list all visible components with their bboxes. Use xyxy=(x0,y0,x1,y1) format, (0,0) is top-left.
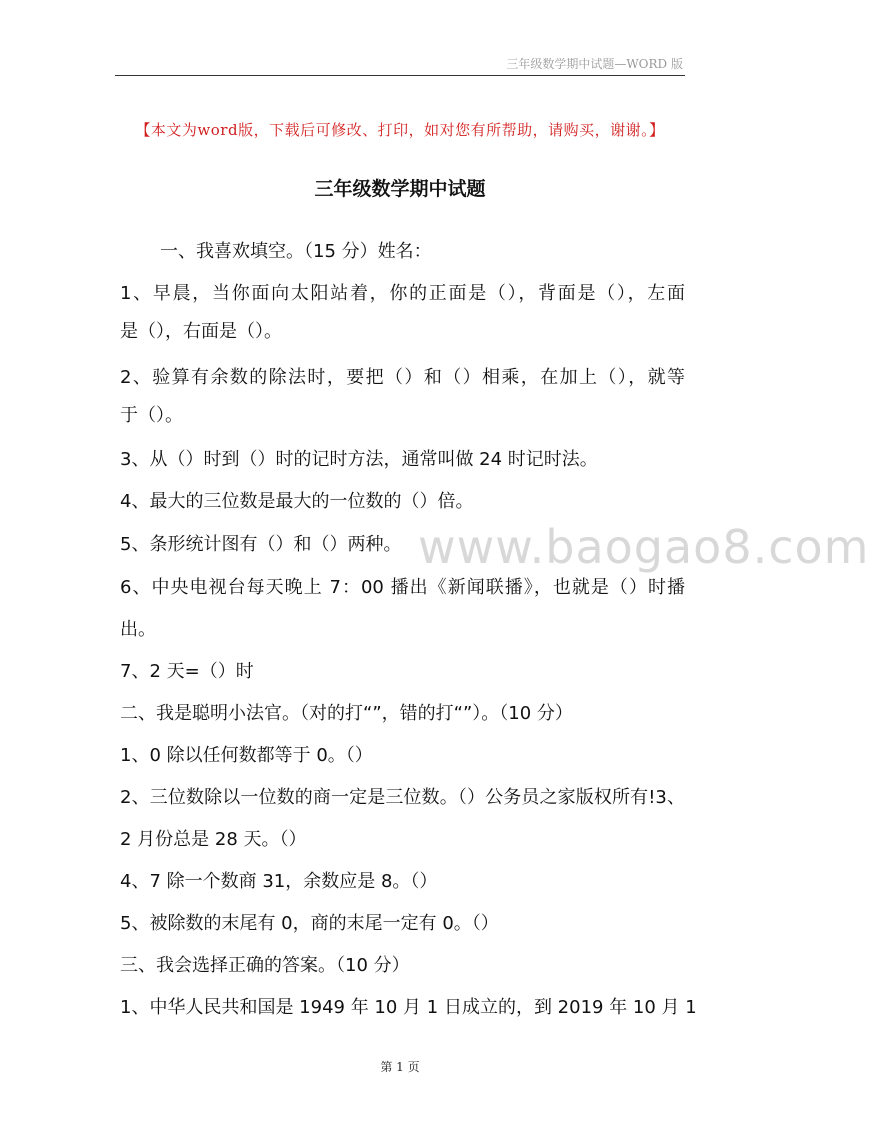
text-line: 1、中华人民共和国是 1949 年 10 月 1 日成立的，到 2019 年 10 月 1 xyxy=(120,997,697,1018)
text-line: 4、7 除一个数商 31，余数应是 8。（） xyxy=(120,871,438,892)
header-divider xyxy=(115,75,685,76)
text-line: 是（），右面是（）。 xyxy=(120,321,282,342)
page-title: 三年级数学期中试题 xyxy=(314,178,486,200)
text-line: 4、最大的三位数是最大的一位数的（）倍。 xyxy=(120,491,474,512)
text-line: 于（）。 xyxy=(120,405,183,426)
purchase-notice: 【本文为word版，下载后可修改、打印，如对您有所帮助，请购买，谢谢。】 xyxy=(135,121,665,139)
text-line: 5、被除数的末尾有 0，商的末尾一定有 0。（） xyxy=(120,913,499,934)
text-line: 7、2 天=（）时 xyxy=(120,661,254,682)
text-line: 1、早晨，当你面向太阳站着，你的正面是（），背面是（），左面 xyxy=(120,283,685,304)
section-heading-1: 一、我喜欢填空。（15 分）姓名： xyxy=(160,241,432,262)
text-line: 6、中央电视台每天晚上 7：00 播出《新闻联播》，也就是（）时播 xyxy=(120,577,685,598)
section-heading-3: 三、我会选择正确的答案。（10 分） xyxy=(120,955,410,976)
section-heading-2: 二、我是聪明小法官。（对的打“”，错的打“”）。（10 分） xyxy=(120,703,573,724)
running-header: 三年级数学期中试题—WORD 版 xyxy=(506,57,683,71)
page-number: 第 1 页 xyxy=(380,1060,420,1074)
text-line: 出。 xyxy=(120,619,156,640)
text-line: 2、三位数除以一位数的商一定是三位数。（）公务员之家版权所有!3、 xyxy=(120,787,685,808)
text-line: 5、条形统计图有（）和（）两种。 xyxy=(120,534,402,555)
text-line: 2 月份总是 28 天。（） xyxy=(120,829,307,850)
text-line: 3、从（）时到（）时的记时方法，通常叫做 24 时记时法。 xyxy=(120,449,598,470)
watermark: www.baogao8.com xyxy=(418,520,869,574)
text-line: 2、验算有余数的除法时，要把（）和（）相乘，在加上（），就等 xyxy=(120,367,685,388)
text-line: 1、0 除以任何数都等于 0。（） xyxy=(120,745,373,766)
